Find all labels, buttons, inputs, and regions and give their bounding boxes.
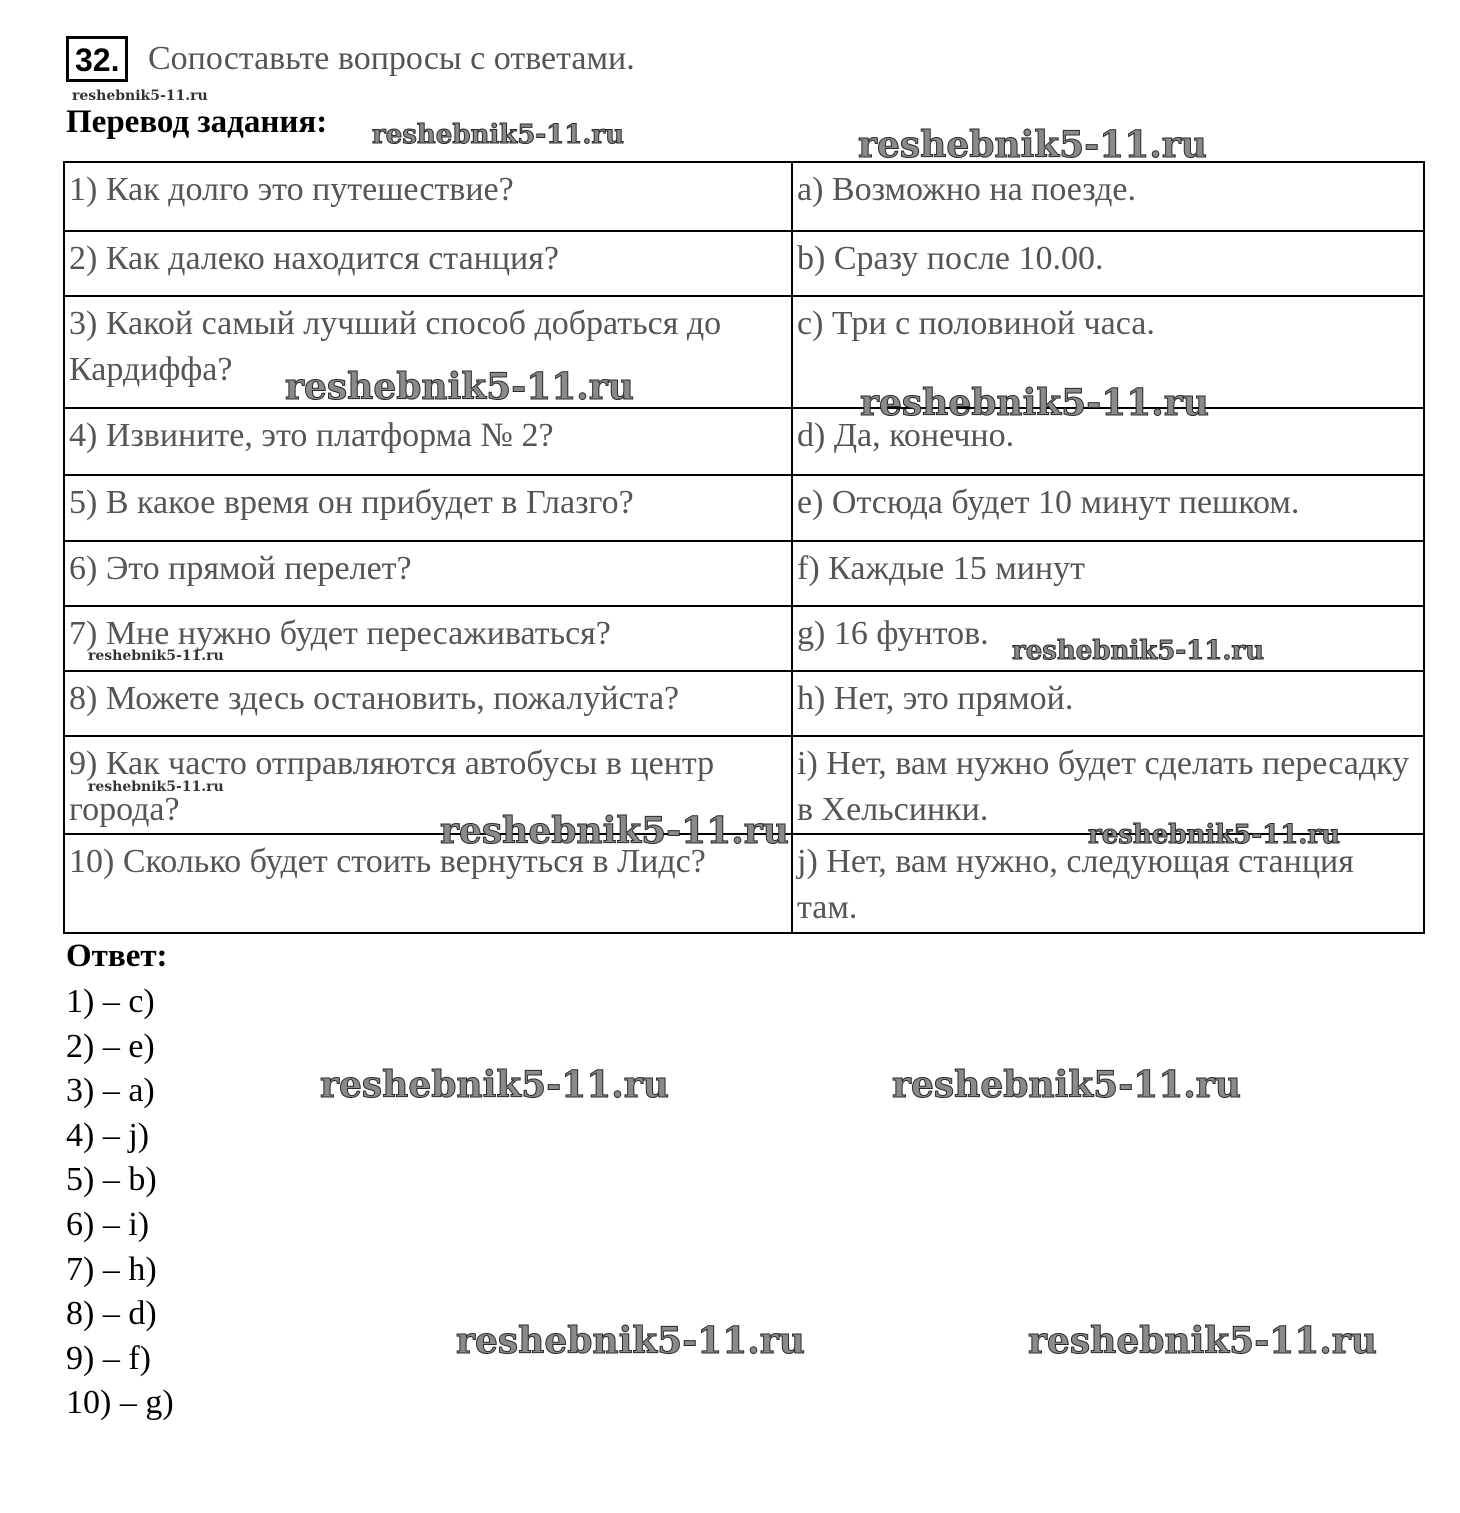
watermark: reshebnik5-11.ru <box>892 1064 1241 1106</box>
answer-heading: Ответ: <box>66 938 168 974</box>
watermark: reshebnik5-11.ru <box>372 120 625 150</box>
answer-list <box>66 980 174 1426</box>
question-cell: 10) Сколько будет стоить вернуться в Лидс? <box>64 834 792 933</box>
answer-cell: g) 16 фунтов. <box>792 606 1424 671</box>
table-row <box>64 475 1424 541</box>
question-cell: 1) Как долго это путешествие? <box>64 162 792 231</box>
question-cell: 6) Это прямой перелет? <box>64 541 792 606</box>
list-item: 2) – e) <box>66 1027 155 1065</box>
answer-cell: i) Нет, вам нужно будет сделать пересадку в Хельсинки. <box>792 736 1424 834</box>
watermark: reshebnik5-11.ru <box>88 779 224 795</box>
question-cell: 8) Можете здесь остановить, пожалуйста? <box>64 671 792 736</box>
answer-cell: j) Нет, вам нужно, следующая станция там. <box>792 834 1424 933</box>
watermark: reshebnik5-11.ru <box>88 648 224 664</box>
question-cell: 7) Мне нужно будет пересаживаться? <box>64 606 792 671</box>
table-row <box>64 541 1424 606</box>
table-row <box>64 296 1424 408</box>
translation-heading: Перевод задания: <box>66 104 328 140</box>
list-item: 10) – g) <box>66 1384 174 1422</box>
list-item: 3) – a) <box>66 1072 155 1110</box>
answer-cell: c) Три с половиной часа. <box>792 296 1424 408</box>
list-item: 6) – i) <box>66 1205 150 1243</box>
task-title: Сопоставьте вопросы с ответами. <box>148 40 635 77</box>
list-item: 4) – j) <box>66 1116 150 1154</box>
watermark: reshebnik5-11.ru <box>1028 1320 1377 1362</box>
table-row <box>64 162 1424 231</box>
table-row <box>64 408 1424 475</box>
watermark: reshebnik5-11.ru <box>456 1320 805 1362</box>
question-cell: 2) Как далеко находится станция? <box>64 231 792 296</box>
task-number: 32. <box>66 36 128 82</box>
question-cell: 5) В какое время он прибудет в Глазго? <box>64 475 792 541</box>
watermark: reshebnik5-11.ru <box>285 366 634 408</box>
watermark: reshebnik5-11.ru <box>440 810 789 852</box>
answer-cell: b) Сразу после 10.00. <box>792 231 1424 296</box>
watermark: reshebnik5-11.ru <box>320 1064 669 1106</box>
question-cell: 9) Как часто отправляются автобусы в центр города? <box>64 736 792 834</box>
table-row <box>64 671 1424 736</box>
watermark: reshebnik5-11.ru <box>72 88 208 104</box>
watermark: reshebnik5-11.ru <box>858 124 1207 166</box>
table-row <box>64 231 1424 296</box>
watermark: reshebnik5-11.ru <box>1012 636 1265 666</box>
list-item: 5) – b) <box>66 1161 157 1199</box>
list-item: 7) – h) <box>66 1250 157 1288</box>
list-item: 1) – c) <box>66 983 155 1020</box>
watermark: reshebnik5-11.ru <box>1088 820 1341 850</box>
question-cell: 4) Извините, это платформа № 2? <box>64 408 792 475</box>
answer-cell: e) Отсюда будет 10 минут пешком. <box>792 475 1424 541</box>
list-item: 8) – d) <box>66 1295 157 1333</box>
question-cell: 3) Какой самый лучший способ добраться до Кардиффа? <box>64 296 792 408</box>
answer-cell: h) Нет, это прямой. <box>792 671 1424 736</box>
list-item: 9) – f) <box>66 1339 151 1377</box>
answer-cell: f) Каждые 15 минут <box>792 541 1424 606</box>
watermark: reshebnik5-11.ru <box>860 382 1209 424</box>
answer-cell: d) Да, конечно. <box>792 408 1424 475</box>
answer-cell: a) Возможно на поезде. <box>792 162 1424 231</box>
